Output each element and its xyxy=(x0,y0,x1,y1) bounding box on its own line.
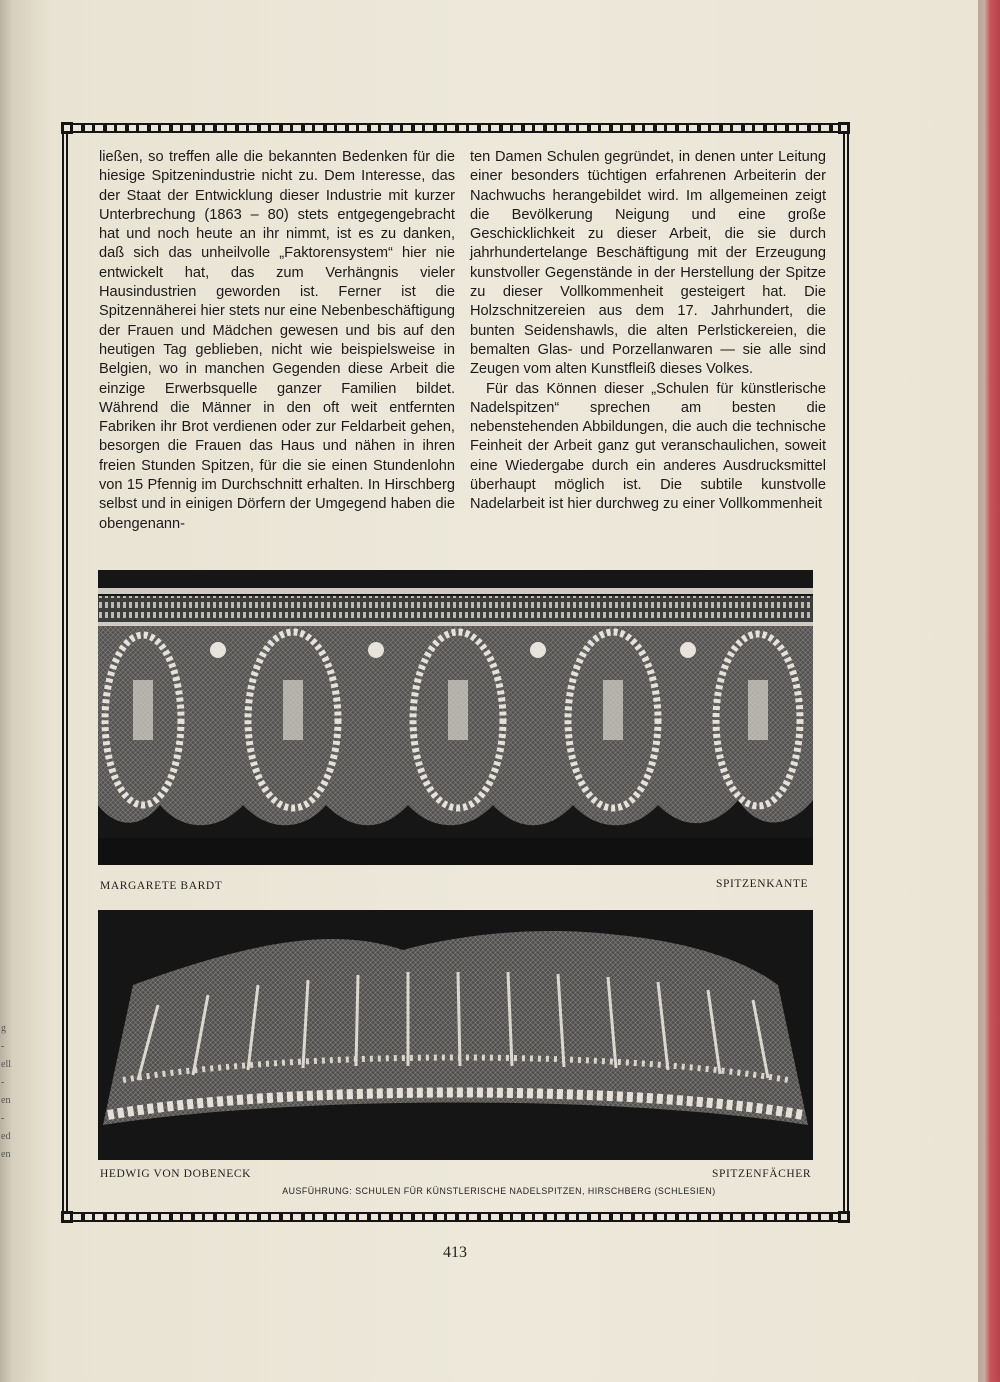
margin-fragment: g xyxy=(1,1023,6,1034)
margin-fragment: - xyxy=(1,1113,5,1124)
margin-fragment: en xyxy=(1,1149,11,1160)
paragraph: ten Damen Schulen gegründet, in denen unter Leitung einer besonders tüchtigen erfahrenen Arbeiterin der Nachwuchs herangebildet wird. Im allgemeinen zeigt die Bevölkerung Neigung und eine große Geschicklichkeit zu dieser Arbeit, die sie durch jahrhundertelange Beschäftigung mit der Erzeugung kunstvoller Gegenstände in der Herstellung der Spitze zu dieser Vollkommenheit gesteigert hat. Die Holzschnitzereien aus dem 17. Jahrhundert, die bunten Seidenshawls, die alten Perlstickereien, die bemalten Glas- und Porzellanwaren — sie alle sind Zeugen vom alten Kunstfleiß dieses Volkes. xyxy=(470,149,826,378)
ornamental-border-bottom xyxy=(61,1211,850,1223)
figure-title-caption: SPITZENFÄCHER xyxy=(712,1168,812,1180)
figure-credit-line xyxy=(0,1186,1000,1196)
paragraph: Für das Können dieser „Schulen für künstlerische Nadelspitzen“ sprechen am besten die nebenstehenden Abbildungen, die auch die technische Feinheit der Arbeit ganz gut veranschaulichen, soweit eine Wiedergabe durch ein anderes Ausdrucksmittel überhaupt möglich ist. Die subtile kunstvolle Nadelarbeit ist hier durchweg zu einer Vollkommenheit xyxy=(470,380,826,513)
margin-fragment: ed xyxy=(1,1131,11,1142)
figure-artist-caption: MARGARETE BARDT xyxy=(100,880,223,892)
lace-edging-photograph xyxy=(98,570,813,865)
margin-fragment: en xyxy=(1,1095,11,1106)
ornamental-border-left xyxy=(61,134,69,1211)
text-column-right xyxy=(470,148,826,515)
book-cover-edge xyxy=(978,0,1000,1382)
lace-fan-photograph xyxy=(98,910,813,1160)
margin-fragment: - xyxy=(1,1077,5,1088)
text-column-left xyxy=(99,148,455,534)
ornamental-border-top xyxy=(61,122,850,134)
lace-fan-image xyxy=(98,910,813,1160)
figure-artist-caption: HEDWIG VON DOBENECK xyxy=(100,1168,252,1180)
page-number: 413 xyxy=(443,1244,467,1261)
margin-fragment: ell xyxy=(1,1059,11,1070)
lace-edging-image xyxy=(98,570,813,865)
credit-text: AUSFÜHRUNG: SCHULEN FÜR KÜNSTLERISCHE NADELSPITZEN, HIRSCHBERG (SCHLESIEN) xyxy=(282,1186,716,1196)
margin-fragment: - xyxy=(1,1041,5,1052)
figure-title-caption: SPITZENKANTE xyxy=(716,878,809,890)
paragraph: ließen, so treffen alle die bekannten Bedenken für die hiesige Spitzenindustrie nicht zu. Dem Interesse, das der Staat der Entwicklung dieser Industrie mit kurzer Unterbrechung (1863 – 80) stets entgegengebracht hat und noch heute an ihr nimmt, ist es zu danken, daß sich das unheilvolle „Faktorensystem“ hier nie entwickelt hat, das zum Verhängnis vieler Hausindustrien geworden ist. Ferner ist die Spitzennäherei hier stets nur eine Nebenbeschäftigung der Frauen und Mädchen gewesen und bis auf den heutigen Tag geblieben, nicht wie beispielsweise in Belgien, wo in manchen Gegenden diese Arbeit die einzige Erwerbsquelle ganzer Familien bildet. Während die Männer in den oft weit entfernten Fabriken ihr Brot verdienen oder zur Feldarbeit gehen, besorgen die Frauen das Haus und nähen in ihren freien Stunden Spitzen, für die sie einen Stundenlohn von 15 Pfennig im Durchschnitt erhalten. In Hirschberg selbst und in einigen Dörfern der Umgegend haben die obengenann- xyxy=(99,149,455,532)
ornamental-border-right xyxy=(842,134,850,1211)
